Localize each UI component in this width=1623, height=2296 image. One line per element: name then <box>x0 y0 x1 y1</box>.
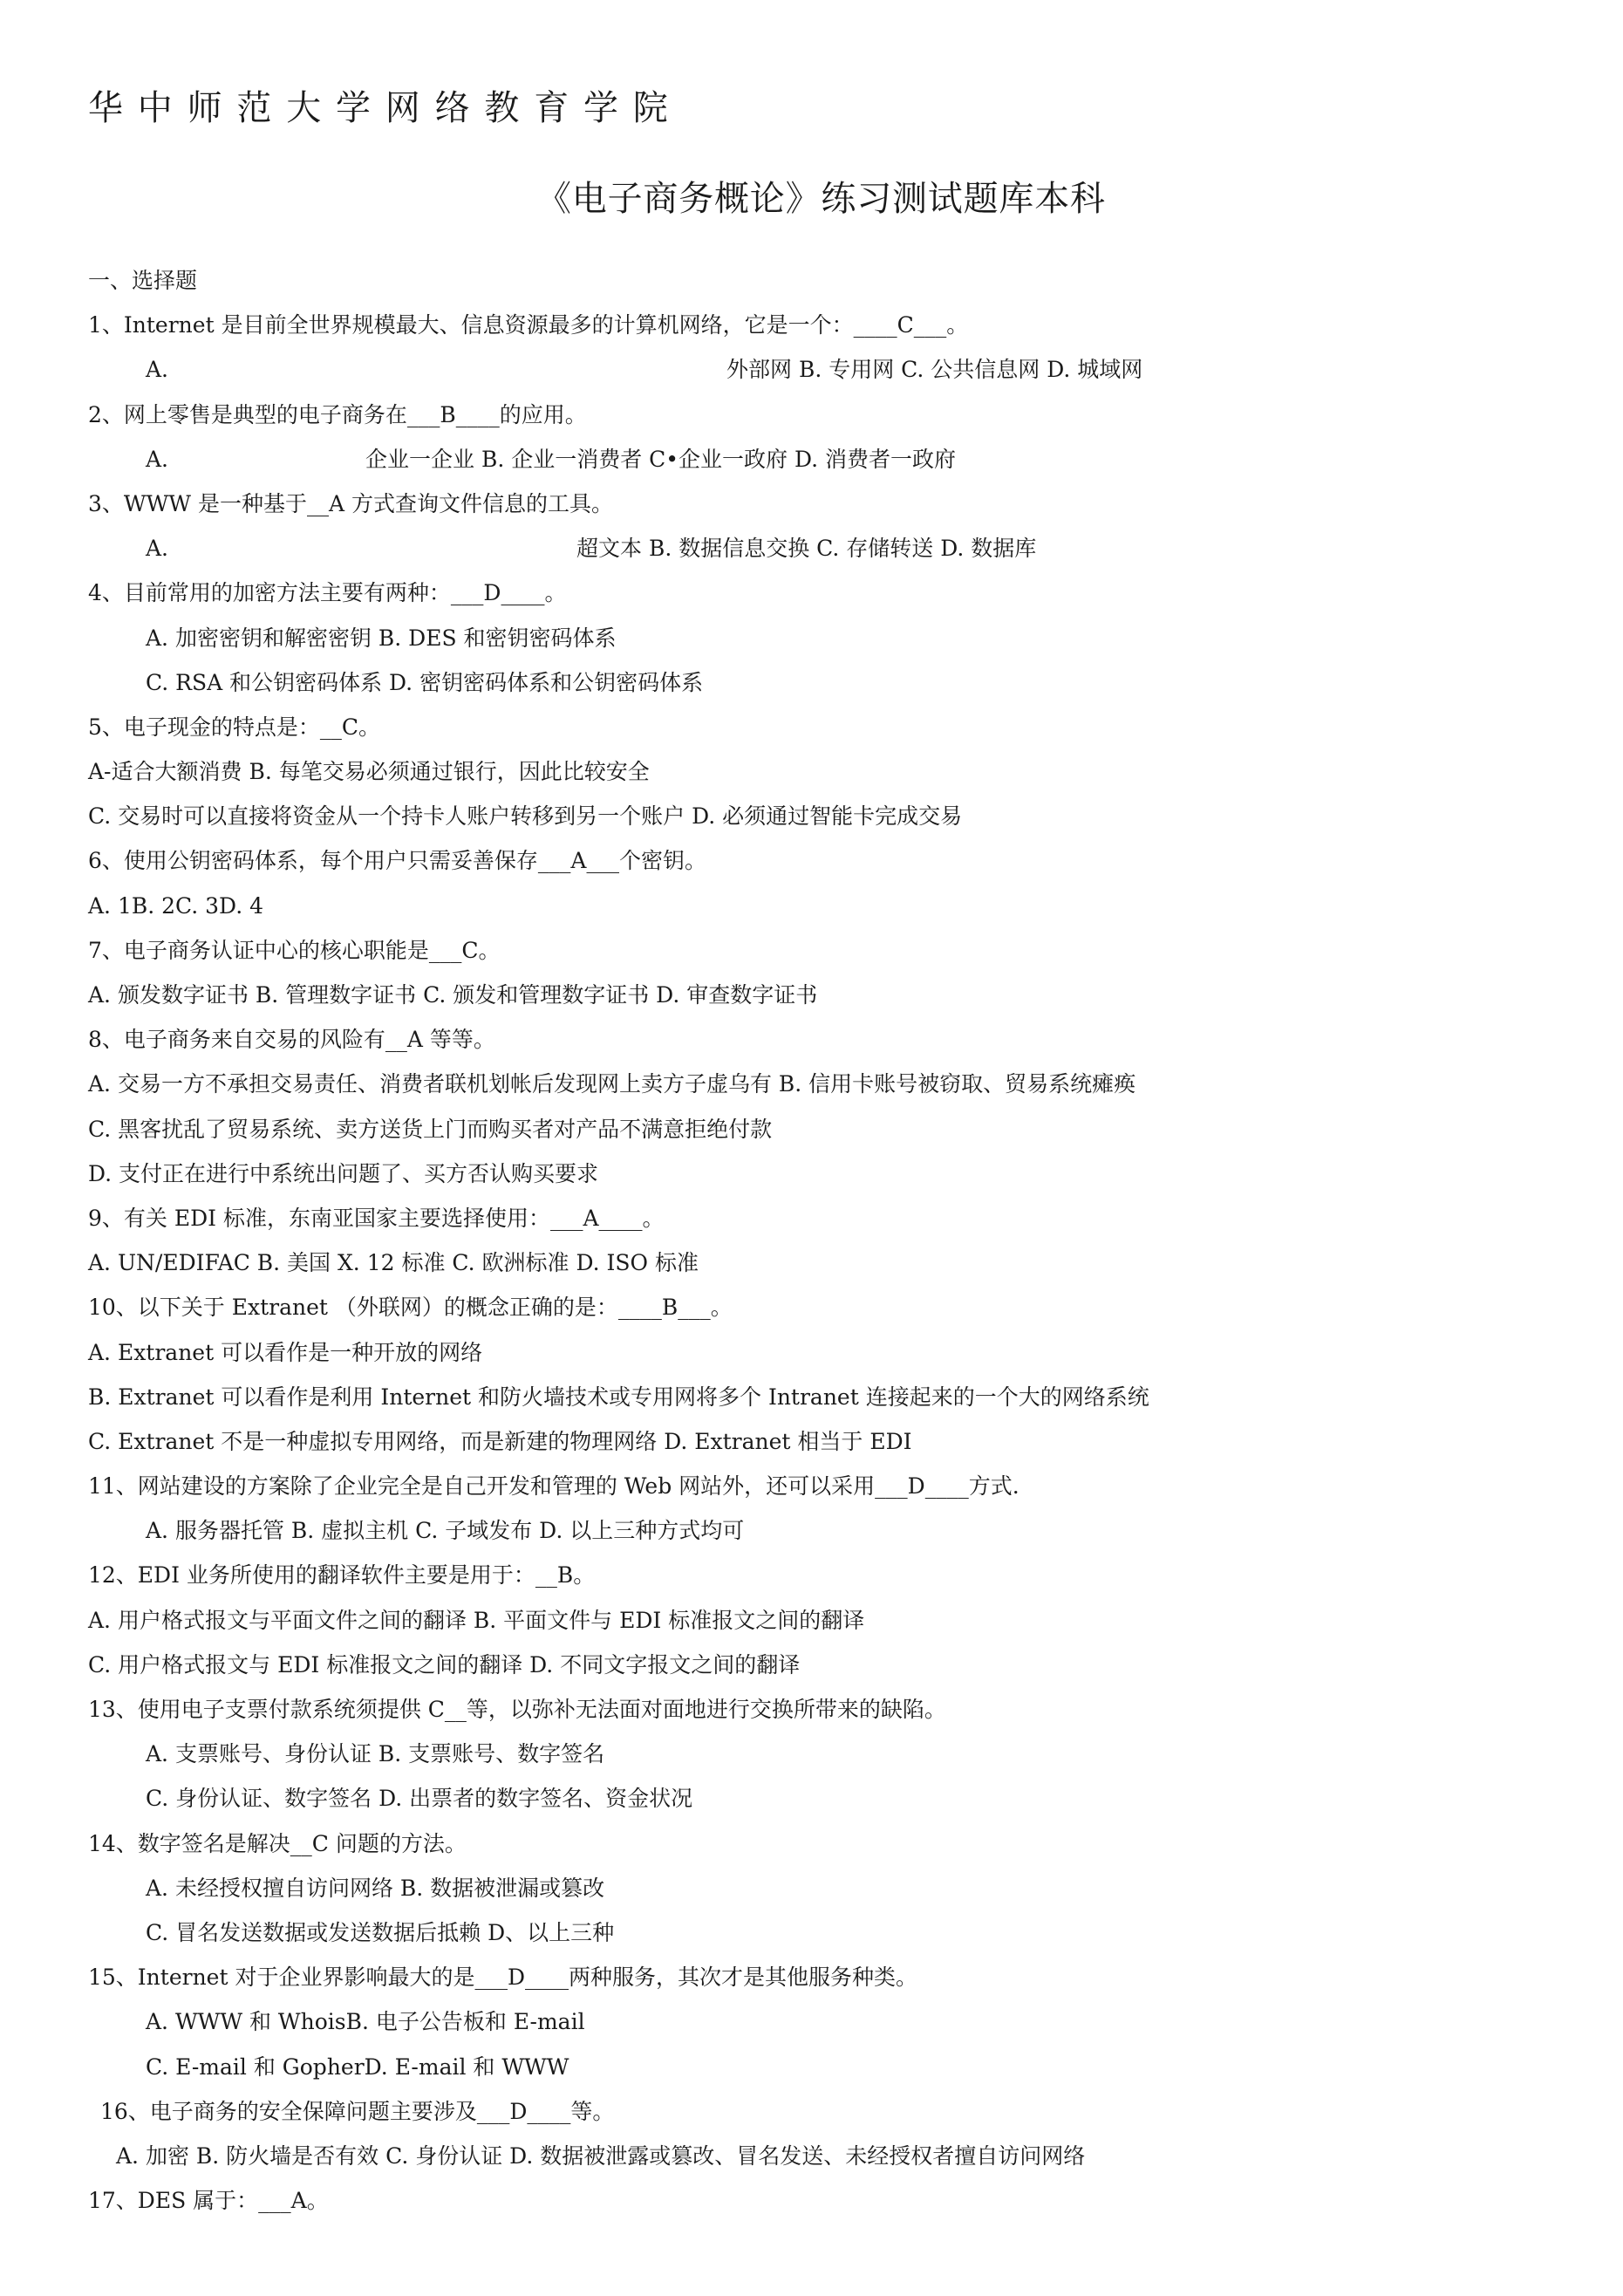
option-label: A. <box>146 536 169 562</box>
document-title: 《电子商务概论》练习测试题库本科 <box>536 179 1106 219</box>
question-12: 12、EDI 业务所使用的翻译软件主要是用于：__B。 <box>88 1562 596 1589</box>
question-17: 17、DES 属于：___A。 <box>88 2188 329 2214</box>
question-10: 10、以下关于 Extranet （外联网）的概念正确的是：____B___。 <box>88 1295 733 1321</box>
question-5-options-cd: C. 交易时可以直接将资金从一个持卡人账户转移到另一个账户 D. 必须通过智能卡完成交易 <box>88 803 963 830</box>
question-7: 7、电子商务认证中心的核心职能是___C。 <box>88 937 501 963</box>
question-12-options-cd: C. 用户格式报文与 EDI 标准报文之间的翻译 D. 不同文字报文之间的翻译 <box>88 1651 801 1678</box>
question-16: 16、电子商务的安全保障问题主要涉及___D____等。 <box>100 2098 615 2124</box>
question-1-options <box>88 347 1588 392</box>
question-4-options-cd: C. RSA 和公钥密码体系 D. 密钥密码体系和公钥密码体系 <box>146 669 704 695</box>
question-6-options: A. 1B. 2C. 3D. 4 <box>88 892 264 919</box>
option-label: A. <box>146 446 169 472</box>
question-8-option-d: D. 支付正在进行中系统出问题了、买方否认购买要求 <box>88 1160 599 1186</box>
question-14-options-ab: A. 未经授权擅自访问网络 B. 数据被泄漏或篡改 <box>146 1875 605 1901</box>
question-3-options <box>88 526 1588 571</box>
question-5-options-ab: A-适合大额消费 B. 每笔交易必须通过银行，因此比较安全 <box>88 759 650 785</box>
question-8: 8、电子商务来自交易的风险有__A 等等。 <box>88 1027 495 1053</box>
question-10-option-a: A. Extranet 可以看作是一种开放的网络 <box>88 1339 483 1365</box>
question-10-option-b: B. Extranet 可以看作是利用 Internet 和防火墙技术或专用网将多个 Intranet 连接起来的一个大的网络系统 <box>88 1384 1149 1410</box>
option-text: 外部网 B. 专用网 C. 公共信息网 D. 城域网 <box>726 357 1143 383</box>
institution-header: 华中师范大学网络教育学院 <box>88 88 683 128</box>
question-6: 6、使用公钥密码体系，每个用户只需妥善保存___A___个密钥。 <box>88 848 706 874</box>
question-15-options-cd: C. E-mail 和 GopherD. E-mail 和 WWW <box>146 2053 569 2080</box>
question-16-options: A. 加密 B. 防火墙是否有效 C. 身份认证 D. 数据被泄露或篡改、冒名发送、未经授权者擅自访问网络 <box>116 2142 1086 2169</box>
question-12-options-ab: A. 用户格式报文与平面文件之间的翻译 B. 平面文件与 EDI 标准报文之间的翻译 <box>88 1607 865 1633</box>
question-4-options-ab: A. 加密密钥和解密密钥 B. DES 和密钥密码体系 <box>146 625 617 651</box>
question-5: 5、电子现金的特点是：__C。 <box>88 714 381 740</box>
question-11-options: A. 服务器托管 B. 虚拟主机 C. 子域发布 D. 以上三种方式均可 <box>146 1518 745 1544</box>
option-text: 企业一企业 B. 企业一消费者 C•企业一政府 D. 消费者一政府 <box>365 446 957 472</box>
question-13: 13、使用电子支票付款系统须提供 C__等，以弥补无法面对面地进行交换所带来的缺陷。 <box>88 1697 946 1722</box>
question-9: 9、有关 EDI 标准，东南亚国家主要选择使用：___A____。 <box>88 1205 665 1231</box>
question-4: 4、目前常用的加密方法主要有两种：___D____。 <box>88 580 567 606</box>
question-11: 11、网站建设的方案除了企业完全是自己开发和管理的 Web 网站外，还可以采用___D____方式. <box>88 1473 1019 1500</box>
question-1: 1、Internet 是目前全世界规模最大、信息资源最多的计算机网络，它是一个：____C___。 <box>88 312 969 338</box>
question-8-option-c: C. 黑客扰乱了贸易系统、卖方送货上门而购买者对产品不满意拒绝付款 <box>88 1116 773 1142</box>
question-14-options-cd: C. 冒名发送数据或发送数据后抵赖 D、以上三种 <box>146 1919 615 1945</box>
question-9-options: A. UN/EDIFAC B. 美国 X. 12 标准 C. 欧洲标准 D. ISO 标准 <box>88 1250 699 1276</box>
option-text: 超文本 B. 数据信息交换 C. 存储转送 D. 数据库 <box>576 536 1037 562</box>
question-7-options: A. 颁发数字证书 B. 管理数字证书 C. 颁发和管理数字证书 D. 审查数字证书 <box>88 982 818 1008</box>
question-13-options-ab: A. 支票账号、身份认证 B. 支票账号、数字签名 <box>146 1741 605 1767</box>
question-8-options-ab: A. 交易一方不承担交易责任、消费者联机划帐后发现网上卖方子虚乌有 B. 信用卡账号被窃取、贸易系统瘫痪 <box>88 1071 1136 1097</box>
question-15-options-ab: A. WWW 和 WhoisB. 电子公告板和 E-mail <box>146 2009 585 2035</box>
question-2-options <box>88 437 1588 482</box>
question-list <box>88 258 1588 2223</box>
question-3: 3、WWW 是一种基于__A 方式查询文件信息的工具。 <box>88 490 613 516</box>
section-heading: 一、选择题 <box>88 268 198 293</box>
question-13-options-cd: C. 身份认证、数字签名 D. 出票者的数字签名、资金状况 <box>146 1786 693 1812</box>
question-15: 15、Internet 对于企业界影响最大的是___D____两种服务，其次才是其他服务种类。 <box>88 1965 918 1991</box>
question-2: 2、网上零售是典型的电子商务在___B____的应用。 <box>88 401 587 427</box>
question-10-options-cd: C. Extranet 不是一种虚拟专用网络，而是新建的物理网络 D. Extranet 相当于 EDI <box>88 1428 912 1454</box>
question-14: 14、数字签名是解决__C 问题的方法。 <box>88 1830 467 1856</box>
option-label: A. <box>146 357 169 383</box>
